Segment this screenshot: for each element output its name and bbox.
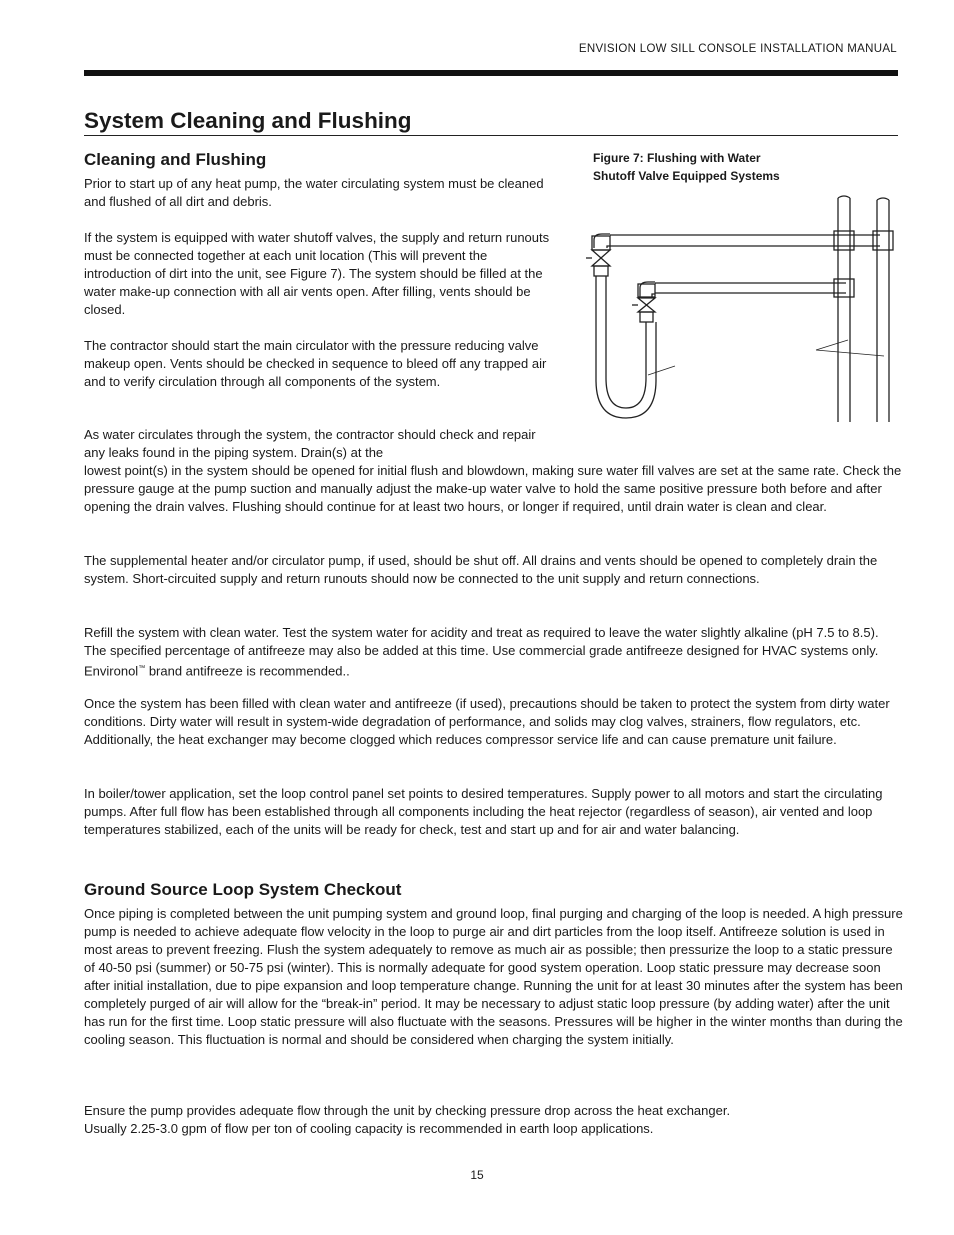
page-number: 15: [470, 1168, 484, 1182]
header-rule: [84, 70, 898, 76]
figure-caption-line-1: Figure 7: Flushing with Water: [593, 151, 761, 165]
riser-return-cap: [877, 198, 889, 200]
ground-loop-paragraph-1: Once piping is completed between the unit pumping system and ground loop, final purging and charging of the loop is needed. A high pressure pump is needed to achieve adequate flow velocity in the loop to purge air and dirt particles from the loop itself. Antifreeze solution is used in most areas to prevent freezing. Flush the system adequately to remove as much air as possible; then pressurize the loop to a static pressure of 40-50 psi (summer) or 50-75 psi (winter). This is normally adequate for good system operation. Loop static pressure may decrease soon after initial installation, due to pipe expansion and loop temperature change. Running the unit for at least 30 minutes after the system has been completely purged of air will allow for the “break-in” period. It may be necessary to adjust static loop pressure (by adding water) after the unit has run for the first time. Loop static pressure will also fluctuate with the seasons. Pressures will be higher in the winter months than during the cooling season. This fluctuation is normal and should be considered when charging the system initially.: [84, 906, 903, 1047]
lower-tee: [834, 279, 854, 297]
cleaning-paragraph-4b: lowest point(s) in the system should be opened for initial flush and blowdown, making sure water fill valves are set at the same rate. Check the pressure gauge at the pump suction and manually adjust the make-up water valve to hold the same positive pressure both before and after opening the drain valves. Flushing should continue for at least two hours, or longer if required, until drain water is clean and clear.: [84, 463, 902, 514]
ground-loop-heading: Ground Source Loop System Checkout: [84, 880, 402, 899]
hose-leader-line: [648, 366, 675, 375]
cleaning-paragraph-6: [84, 624, 904, 680]
cleaning-paragraph-1: Prior to start up of any heat pump, the water circulating system must be cleaned and flushed of all dirt and debris.: [84, 176, 544, 209]
lower-hose-fitting: [640, 312, 653, 322]
page-title: System Cleaning and Flushing: [84, 108, 412, 133]
title-rule: [84, 135, 898, 136]
cleaning-paragraph-5: The supplemental heater and/or circulator pump, if used, should be shut off. All drains and vents should be opened to completely drain the system. Short-circuited supply and return runouts should now be connected to the unit supply and return connections.: [84, 553, 878, 586]
p6-text-b: brand antifreeze is recommended..: [145, 663, 350, 679]
lower-shutoff-valve: [638, 298, 655, 312]
cleaning-paragraph-2: If the system is equipped with water shutoff valves, the supply and return runouts must be connected together at each unit location (This will prevent the introduction of dirt into the unit, see Figure 7). The system should be filled at the water make-up connection with all air vents open. After filling, vents should be closed.: [84, 230, 550, 317]
ground-loop-paragraph-2: [84, 1102, 904, 1138]
upper-return-tee: [873, 231, 893, 250]
figure-caption-line-2: Shutoff Valve Equipped Systems: [593, 169, 780, 183]
riser-leader-line-2: [816, 340, 848, 350]
flushing-diagram: [580, 190, 895, 430]
cleaning-flushing-heading: Cleaning and Flushing: [84, 150, 267, 169]
p6-text-a: Refill the system with clean water. Test the system water for acidity and treat as required to leave the water slightly alkaline (pH 7.5 to 8.5). The specified percentage of antifreeze may also be added at this time. Use commercial grade antifreeze designed for HVAC systems only. Environol: [84, 625, 879, 679]
riser-supply-cap: [838, 196, 850, 198]
p2-line-a: Ensure the pump provides adequate flow through the unit by checking pressure drop across the heat exchanger.: [84, 1103, 731, 1118]
cleaning-paragraph-7: Once the system has been filled with clean water and antifreeze (if used), precautions should be taken to protect the system from dirty water conditions. Dirty water will result in system-wide degradation of performance, and solids may clog valves, strainers, flow regulators, etc. Additionally, the heat exchanger may become clogged which reduces compressor service life and can cause premature unit failure.: [84, 696, 890, 747]
p2-line-b: Usually 2.25-3.0 gpm of flow per ton of cooling capacity is recommended in earth loop applications.: [84, 1121, 654, 1136]
upper-shutoff-valve: [592, 250, 610, 266]
upper-tee: [834, 231, 854, 250]
cleaning-paragraph-4a: As water circulates through the system, the contractor should check and repair any leaks found in the piping system. Drain(s) at the: [84, 427, 536, 460]
cleaning-paragraph-3: The contractor should start the main circulator with the pressure reducing valve makeup open. Vents should be checked in sequence to bleed off any trapped air and to verify circulation through all components of the system.: [84, 338, 547, 389]
manual-title-header: ENVISION LOW SILL CONSOLE INSTALLATION MANUAL: [578, 43, 897, 55]
figure-7-caption: [593, 149, 833, 185]
cleaning-paragraph-8: In boiler/tower application, set the loop control panel set points to desired temperatures. Supply power to all motors and start the circulating pumps. After full flow has been established through all components including the heat rejector (regardless of season), air vented and loop temperatures stabilized, each of the units will be ready for check, test and start up and for air and water balancing.: [84, 786, 883, 837]
trademark-symbol: ™: [138, 665, 146, 672]
upper-hose-fitting: [594, 266, 608, 276]
